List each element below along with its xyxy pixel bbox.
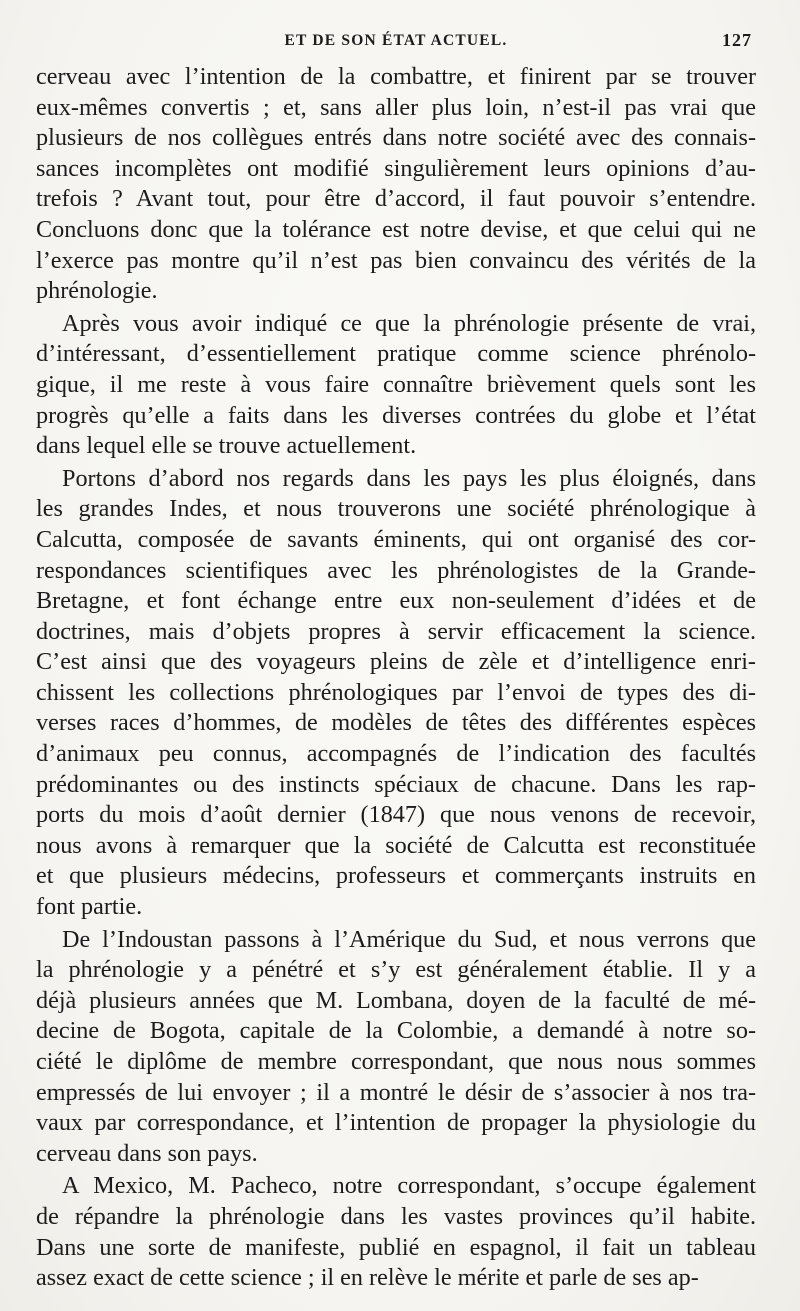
text-line: Portons d’abord nos regards dans les pays les plus éloignés, dans [62,464,756,492]
text-line: Après vous avoir indiqué ce que la phrénologie présente de vrai, [62,309,756,337]
body-text [36,62,756,1294]
text-line: phrénologie. [36,277,158,305]
text-line: Bretagne, et font échange entre eux non-seulement d’idées et de [36,587,756,615]
text-line: dans lequel elle se trouve actuellement. [36,432,417,460]
text-line: A Mexico, M. Pacheco, notre correspondant, s’occupe également [62,1172,756,1200]
text-line: sances incomplètes ont modifié singulièrement leurs opinions d’au- [36,154,756,182]
text-line: les grandes Indes, et nous trouverons une société phrénologique à [36,495,756,523]
text-line: progrès qu’elle a faits dans les diverses contrées du globe et l’état [36,401,756,429]
text-line: Concluons donc que la tolérance est notre devise, et que celui qui ne [36,215,756,243]
running-title: ET DE SON ÉTAT ACTUEL. [284,32,508,49]
text-line: d’intéressant, d’essentiellement pratique comme science phrénolo- [36,340,756,368]
text-line: gique, il me reste à vous faire connaître brièvement quels sont les [36,370,756,398]
text-line: verses races d’hommes, de modèles de têtes des différentes espèces [36,709,756,737]
text-line: trefois ? Avant tout, pour être d’accord, il faut pouvoir s’entendre. [36,185,756,213]
text-line: d’animaux peu connus, accompagnés de l’indication des facultés [36,740,756,768]
text-line: assez exact de cette science ; il en relève le mérite et parle de ses ap- [36,1264,699,1292]
text-line: respondances scientifiques avec les phrénologistes de la Grande- [36,556,756,584]
text-line: Dans une sorte de manifeste, publié en espagnol, il fait un tableau [36,1233,756,1261]
text-line: la phrénologie y a pénétré et s’y est généralement établie. Il y a [36,956,756,984]
text-line: Calcutta, composée de savants éminents, qui ont organisé des cor- [36,525,756,553]
text-line: empressés de lui envoyer ; il a montré le désir de s’associer à nos tra- [36,1078,756,1106]
text-line: l’exerce pas montre qu’il n’est pas bien convaincu des vérités de la [36,246,756,274]
paragraph [36,464,756,923]
text-line: De l’Indoustan passons à l’Amérique du Sud, et nous verrons que [62,925,756,953]
text-line: cerveau dans son pays. [36,1139,258,1167]
paragraph [36,62,756,307]
text-line: vaux par correspondance, et l’intention de propager la physiologie du [36,1109,756,1137]
text-line: chissent les collections phrénologiques par l’envoi de types des di- [36,678,756,706]
text-line: decine de Bogota, capitale de la Colombie, a demandé à notre so- [36,1017,756,1045]
text-line: plusieurs de nos collègues entrés dans notre société avec des connais- [36,124,756,152]
text-line: cerveau avec l’intention de la combattre, et finirent par se trouver [36,63,756,90]
text-line: nous avons à remarquer que la société de Calcutta est reconstituée [36,831,756,859]
text-line: eux-mêmes convertis ; et, sans aller plus loin, n’est-il pas vrai que [36,93,756,121]
text-line: C’est ainsi que des voyageurs pleins de zèle et d’intelligence enri- [36,648,756,676]
paragraph [36,925,756,1170]
paragraph [36,1171,756,1293]
running-header [36,30,756,60]
text-line: doctrines, mais d’objets propres à servir efficacement la science. [36,617,756,645]
page-number: 127 [722,30,752,50]
text-line: ports du mois d’août dernier (1847) que nous venons de recevoir, [36,801,756,829]
text-line: de répandre la phrénologie dans les vastes provinces qu’il habite. [36,1202,756,1230]
text-line: prédominantes ou des instincts spéciaux de chacune. Dans les rap- [36,770,756,798]
text-line: ciété le diplôme de membre correspondant, que nous nous sommes [36,1048,756,1075]
text-line: font partie. [36,893,143,921]
text-line: déjà plusieurs années que M. Lombana, doyen de la faculté de mé- [36,986,756,1014]
paragraph [36,309,756,462]
text-line: et que plusieurs médecins, professeurs et commerçants instruits en [36,862,756,890]
